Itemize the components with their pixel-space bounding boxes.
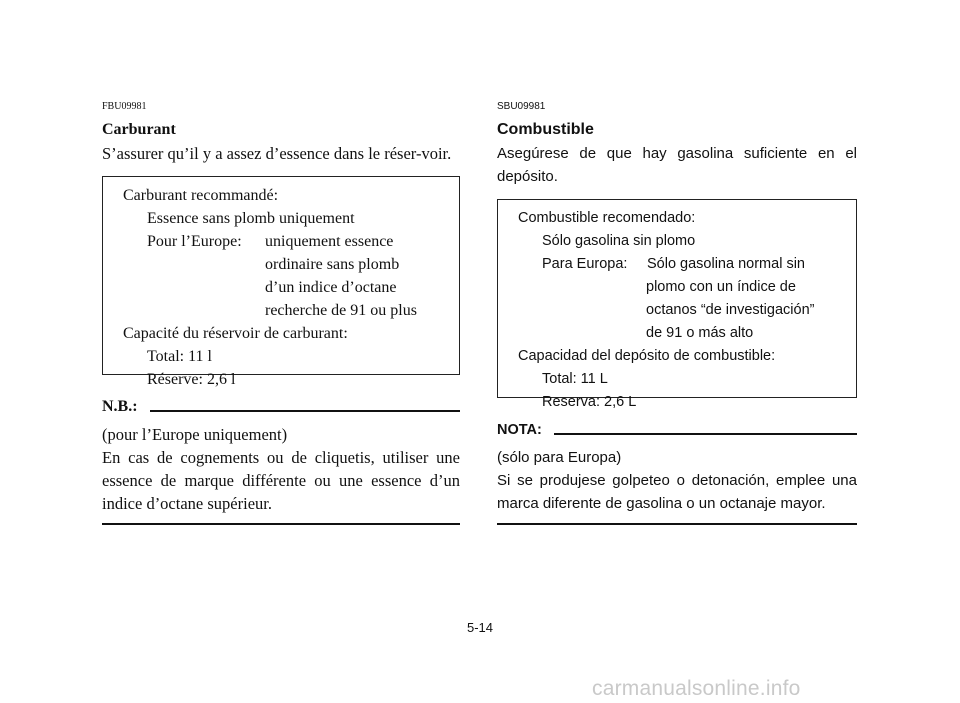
tank-capacity-label: Capacidad del depósito de combustible: xyxy=(518,348,776,364)
spanish-column xyxy=(497,100,857,525)
region-line: plomo con un índice de xyxy=(646,279,796,295)
region-line: Sólo gasolina normal sin xyxy=(647,256,805,272)
note-rule xyxy=(554,433,857,435)
region-line: d’un indice d’octane xyxy=(265,279,397,296)
section-title: Carburant xyxy=(102,121,176,138)
region-line: ordinaire sans plomb xyxy=(265,256,400,273)
watermark: carmanualsonline.info xyxy=(592,677,801,700)
region-row xyxy=(123,230,459,253)
recommended-fuel-label: Carburant recommandé: xyxy=(123,187,279,204)
fuel-spec-box xyxy=(497,199,857,410)
note-label: NOTA: xyxy=(497,422,542,438)
french-column xyxy=(102,100,460,525)
fuel-spec-box xyxy=(102,176,460,388)
section-code: FBU09981 xyxy=(102,101,147,112)
note-text: En cas de cognements ou de cliquetis, utiliser une essence de marque différente ou une essence d’un indice d’octane supérieur. xyxy=(102,448,460,513)
note-scope: (sólo para Europa) xyxy=(497,449,622,466)
note-header xyxy=(497,418,857,440)
intro-paragraph: Asegúrese de que hay gasolina suficiente en el depósito. xyxy=(497,145,857,185)
note-rule xyxy=(150,410,460,412)
region-line: de 91 o más alto xyxy=(646,325,754,341)
page-number: 5-14 xyxy=(466,620,494,635)
region-row xyxy=(518,253,856,276)
section-title: Combustible xyxy=(497,121,594,138)
fuel-type: Essence sans plomb uniquement xyxy=(147,210,355,227)
region-line: recherche de 91 ou plus xyxy=(265,302,417,319)
recommended-fuel-label: Combustible recomendado: xyxy=(518,210,696,226)
fuel-type: Sólo gasolina sin plomo xyxy=(542,233,696,249)
tank-reserve: Réserve: 2,6 l xyxy=(147,371,236,388)
tank-total: Total: 11 l xyxy=(147,348,212,365)
note-label: N.B.: xyxy=(102,398,138,415)
note-header xyxy=(102,395,460,417)
note-text: Si se produjese golpeteo o detonación, emplee una marca diferente de gasolina o un octanaje mayor. xyxy=(497,472,857,512)
region-line: octanos “de investigación” xyxy=(646,302,815,318)
section-code: SBU09981 xyxy=(497,101,546,112)
note-end-rule xyxy=(102,523,460,525)
region-line: uniquement essence xyxy=(265,233,394,250)
note-end-rule xyxy=(497,523,857,525)
tank-capacity-label: Capacité du réservoir de carburant: xyxy=(123,325,348,342)
tank-reserve: Reserva: 2,6 L xyxy=(542,394,637,410)
note-scope: (pour l’Europe uniquement) xyxy=(102,425,288,444)
intro-paragraph: S’assurer qu’il y a assez d’essence dans le réser-voir. xyxy=(102,144,452,163)
tank-total: Total: 11 L xyxy=(542,371,608,387)
region-label: Pour l’Europe: xyxy=(147,233,242,250)
region-label: Para Europa: xyxy=(542,256,628,272)
